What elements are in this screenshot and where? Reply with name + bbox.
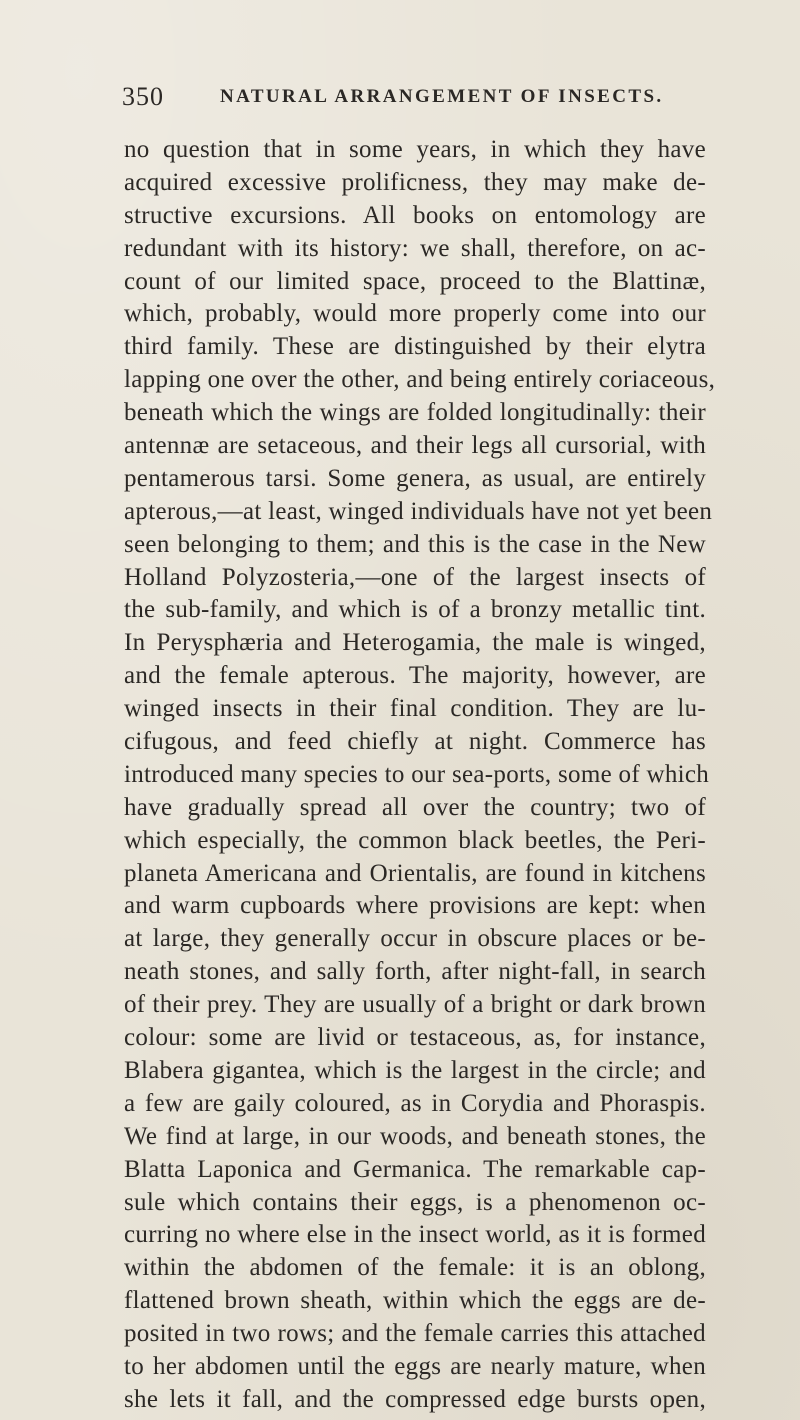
text-line: Blabera gigantea, which is the largest in the circle; and bbox=[124, 1056, 706, 1084]
text-line: winged insects in their final condition. They are lu- bbox=[124, 695, 706, 723]
text-line: lapping one over the other, and being entirely coriaceous, bbox=[124, 366, 716, 394]
text-line: and warm cupboards where provisions are kept: when bbox=[124, 892, 706, 920]
text-line: which especially, the common black beetles, the Peri- bbox=[124, 826, 706, 854]
text-line: count of our limited space, proceed to the Blattinæ, bbox=[124, 267, 706, 295]
text-line: posited in two rows; and the female carries this attached bbox=[124, 1320, 706, 1348]
text-line: beneath which the wings are folded longitudinally: their bbox=[124, 399, 706, 427]
text-line: and the female apterous. The majority, however, are bbox=[124, 662, 706, 690]
text-line: neath stones, and sally forth, after night-fall, in search bbox=[124, 958, 706, 986]
text-line: planeta Americana and Orientalis, are found in kitchens bbox=[124, 859, 706, 887]
text-line: have gradually spread all over the country; two of bbox=[124, 793, 706, 821]
text-line: antennæ are setaceous, and their legs all cursorial, with bbox=[124, 432, 706, 460]
text-line: flattened brown sheath, within which the eggs are de- bbox=[124, 1287, 706, 1315]
text-line: acquired excessive prolificness, they may make de- bbox=[124, 168, 706, 196]
text-line: of their prey. They are usually of a bright or dark brown bbox=[124, 991, 706, 1019]
text-line: We find at large, in our woods, and beneath stones, the bbox=[124, 1122, 706, 1150]
text-line: introduced many species to our sea-ports, some of which bbox=[124, 760, 710, 788]
text-line: within the abdomen of the female: it is an oblong, bbox=[124, 1254, 706, 1282]
text-line: In Perysphæria and Heterogamia, the male is winged, bbox=[124, 629, 706, 657]
text-line: at large, they generally occur in obscure places or be- bbox=[124, 925, 706, 953]
text-line: the sub-family, and which is of a bronzy metallic tint. bbox=[124, 596, 706, 624]
running-title: NATURAL ARRANGEMENT OF INSECTS. bbox=[220, 86, 664, 107]
text-line: she lets it fall, and the compressed edge bursts open, bbox=[124, 1385, 706, 1413]
text-line: to her abdomen until the eggs are nearly mature, when bbox=[124, 1352, 706, 1380]
text-line: apterous,—at least, winged individuals have not yet been bbox=[124, 497, 713, 525]
page-number: 350 bbox=[122, 82, 164, 111]
running-head bbox=[122, 82, 702, 116]
text-line: redundant with its history: we shall, therefore, on ac- bbox=[124, 234, 706, 262]
text-line: Holland Polyzosteria,—one of the largest insects of bbox=[124, 563, 706, 591]
text-line: colour: some are livid or testaceous, as, for instance, bbox=[124, 1024, 706, 1052]
text-line: structive excursions. All books on entomology are bbox=[124, 201, 706, 229]
text-line: cifugous, and feed chiefly at night. Commerce has bbox=[124, 728, 706, 756]
text-line: no question that in some years, in which they have bbox=[124, 136, 706, 163]
text-line: pentamerous tarsi. Some genera, as usual, are entirely bbox=[124, 464, 706, 492]
text-line: third family. These are distinguished by their elytra bbox=[124, 333, 706, 361]
text-line: Blatta Laponica and Germanica. The remarkable cap- bbox=[124, 1155, 706, 1183]
text-line: seen belonging to them; and this is the case in the New bbox=[124, 530, 706, 558]
body-text bbox=[124, 134, 716, 1417]
text-line: sule which contains their eggs, is a phenomenon oc- bbox=[124, 1188, 706, 1216]
text-line: curring no where else in the insect world, as it is formed bbox=[124, 1221, 706, 1249]
text-line: which, probably, would more properly come into our bbox=[124, 300, 706, 328]
text-line: a few are gaily coloured, as in Corydia and Phoraspis. bbox=[124, 1089, 706, 1117]
